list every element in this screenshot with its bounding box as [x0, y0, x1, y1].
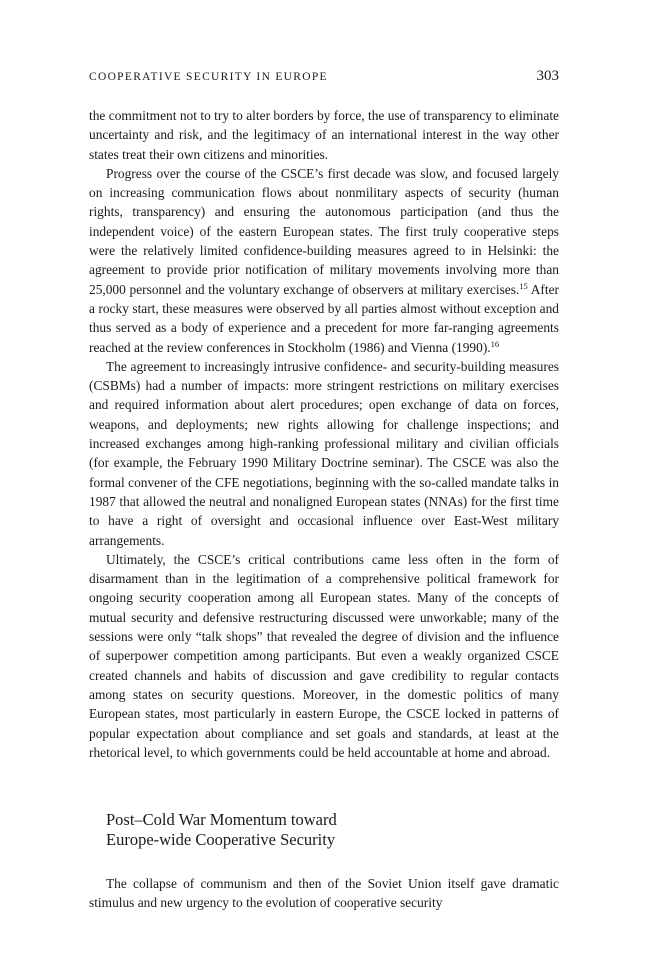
paragraph-text: The collapse of communism and then of the Soviet Union itself gave dramatic stimulus and new urgency to the evolution of cooperative security	[89, 876, 559, 911]
book-page	[89, 68, 559, 913]
footnote-ref-16: 16	[490, 338, 500, 349]
paragraph-collapse-of-communism	[89, 874, 559, 913]
paragraph-text: Progress over the course of the CSCE’s first decade was slow, and focused largely on increasing communication flows about nonmilitary aspects of security (human rights, transparency) and ensuring the autonomous participation (and thus the independent voice) of the eastern European states. The first truly cooperative steps were the relatively limited confidence-building measures agreed to in Helsinki: the agreement to provide prior notification of military movements involving more than 25,000 personnel and the voluntary exchange of observers at military exercises.	[89, 165, 559, 297]
paragraph-csce-first-decade	[89, 164, 559, 357]
paragraph-text: The agreement to increasingly intrusive confidence- and security-building measures (CSBMs) had a number of impacts: more stringent restrictions on military exercises and required information about alert procedures; open exchange of data on forces, weapons, and deployments; new rights allowing for challenge inspections; and increased exchanges among high-ranking professional military and civilian officials (for example, the February 1990 Military Doctrine seminar). The CSCE was also the formal convener of the CFE negotiations, beginning with the so-called mandate talks in 1987 that allowed the neutral and nonaligned European states (NNAs) for the first time to have a right of oversight and occasional influence over East-West military arrangements.	[89, 358, 559, 548]
paragraph-continuation	[89, 106, 559, 164]
paragraph-text: the commitment not to try to alter borders by force, the use of transparency to eliminate uncertainty and risk, and the legitimacy of an international interest in the way other states treat their own citizens and minorities.	[89, 108, 559, 162]
section-heading-line-1: Post–Cold War Momentum toward	[106, 810, 337, 830]
body-text	[89, 106, 559, 913]
paragraph-text: After a rocky start, these measures were observed by all parties almost without exception and thus served as a body of experience and a precedent for more far-ranging agreements reached at the review conferences in Stockholm (1986) and Vienna (1990).	[89, 281, 559, 355]
section-heading-line-2: Europe-wide Cooperative Security	[106, 830, 336, 850]
paragraph-critical-contributions	[89, 550, 559, 762]
running-header	[89, 68, 559, 90]
paragraph-csbms	[89, 357, 559, 550]
paragraph-text: Ultimately, the CSCE’s critical contributions came less often in the form of disarmament than in the legitimation of a comprehensive political framework for ongoing security cooperation among all European states. Many of the concepts of mutual security and defensive restructuring discussed were unworkable; many of the sessions were only “talk shops” that revealed the degree of division and the influence of superpower competition among participants. But even a weakly organized CSCE created channels and habits of discussion and gave credibility to regular contacts among states on security questions. Moreover, in the domestic politics of many European states, most particularly in eastern Europe, the CSCE locked in patterns of popular expectation about compliance and set goals and standards, at least at the rhetorical level, to which governments could be held accountable at home and abroad.	[89, 551, 559, 760]
page-number: 303	[536, 68, 559, 84]
section-heading	[106, 810, 559, 850]
running-title: COOPERATIVE SECURITY IN EUROPE	[89, 71, 328, 83]
footnote-ref-15: 15	[519, 280, 528, 291]
